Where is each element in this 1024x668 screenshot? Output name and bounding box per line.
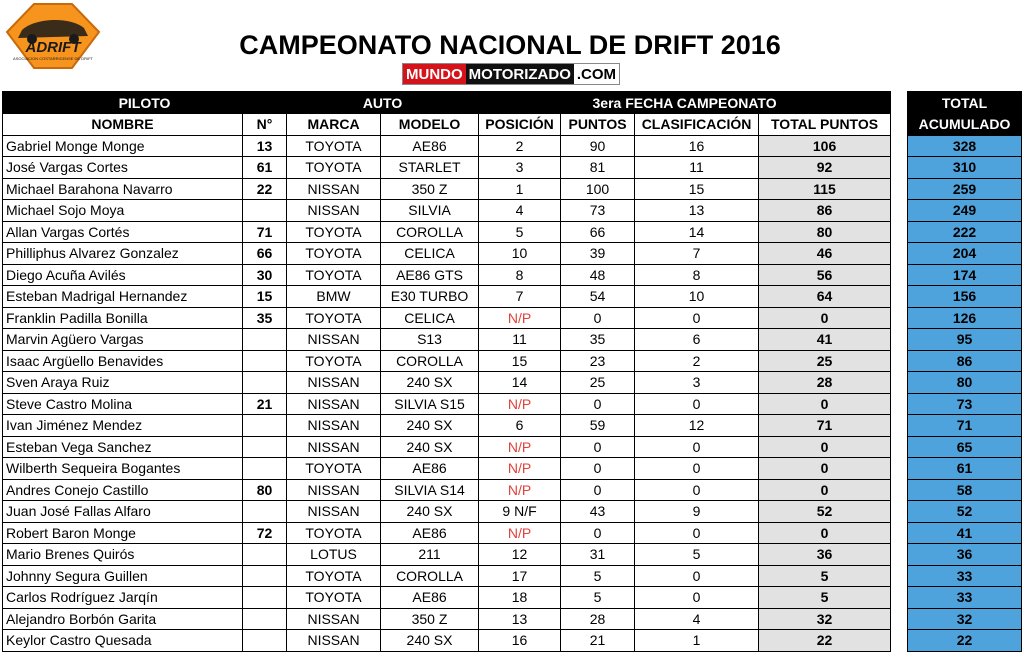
cell-puntos: 0 — [561, 522, 635, 544]
cell-total-puntos: 115 — [759, 178, 891, 200]
cell-modelo: 350 Z — [381, 178, 479, 200]
group-header-row — [3, 92, 891, 114]
table-row — [3, 157, 891, 179]
table-row — [3, 221, 891, 243]
page-title: CAMPEONATO NACIONAL DE DRIFT 2016 — [239, 30, 781, 60]
cell-nombre: Allan Vargas Cortés — [3, 221, 243, 243]
cell-acumulado: 95 — [908, 329, 1022, 351]
cell-puntos: 0 — [561, 479, 635, 501]
group-fecha: 3era FECHA CAMPEONATO — [479, 92, 891, 114]
cell-numero — [243, 350, 287, 372]
cell-puntos: 0 — [561, 307, 635, 329]
cell-puntos: 100 — [561, 178, 635, 200]
cell-nombre: Juan José Fallas Alfaro — [3, 501, 243, 523]
table-row — [3, 243, 891, 265]
cell-numero — [243, 372, 287, 394]
cell-numero: 30 — [243, 264, 287, 286]
total-row — [908, 135, 1022, 157]
cell-nombre: Isaac Argüello Benavides — [3, 350, 243, 372]
cell-modelo: 240 SX — [381, 436, 479, 458]
cell-total-puntos: 25 — [759, 350, 891, 372]
cell-acumulado: 22 — [908, 630, 1022, 652]
cell-marca: TOYOTA — [287, 587, 381, 609]
cell-puntos: 0 — [561, 458, 635, 480]
cell-numero — [243, 565, 287, 587]
cell-total-puntos: 0 — [759, 393, 891, 415]
cell-posicion: N/P — [479, 307, 561, 329]
cell-posicion: 1 — [479, 178, 561, 200]
cell-numero — [243, 458, 287, 480]
total-row — [908, 350, 1022, 372]
cell-marca: TOYOTA — [287, 350, 381, 372]
cell-marca: TOYOTA — [287, 307, 381, 329]
adrift-logo-graphic — [4, 2, 102, 72]
table-row — [3, 178, 891, 200]
cell-posicion: 18 — [479, 587, 561, 609]
col-numero: N° — [243, 114, 287, 136]
cell-posicion: 9 N/F — [479, 501, 561, 523]
cell-acumulado: 65 — [908, 436, 1022, 458]
cell-clasificacion: 3 — [635, 372, 759, 394]
total-group-row — [908, 92, 1022, 114]
cell-marca: NISSAN — [287, 630, 381, 652]
table-row — [3, 415, 891, 437]
cell-clasificacion: 15 — [635, 178, 759, 200]
cell-total-puntos: 0 — [759, 307, 891, 329]
cell-total-puntos: 36 — [759, 544, 891, 566]
cell-puntos: 39 — [561, 243, 635, 265]
cell-clasificacion: 0 — [635, 522, 759, 544]
cell-modelo: AE86 — [381, 135, 479, 157]
cell-total-puntos: 56 — [759, 264, 891, 286]
cell-posicion: 17 — [479, 565, 561, 587]
cell-clasificacion: 6 — [635, 329, 759, 351]
total-row — [908, 221, 1022, 243]
table-row — [3, 135, 891, 157]
cell-clasificacion: 0 — [635, 307, 759, 329]
cell-posicion: 11 — [479, 329, 561, 351]
cell-nombre: Esteban Vega Sanchez — [3, 436, 243, 458]
total-body — [908, 135, 1022, 651]
cell-marca: NISSAN — [287, 393, 381, 415]
cell-marca: NISSAN — [287, 372, 381, 394]
total-row — [908, 307, 1022, 329]
column-header-row — [3, 114, 891, 136]
cell-posicion: N/P — [479, 436, 561, 458]
cell-marca: NISSAN — [287, 200, 381, 222]
total-row — [908, 458, 1022, 480]
cell-numero: 71 — [243, 221, 287, 243]
table-row — [3, 630, 891, 652]
table-row — [3, 479, 891, 501]
cell-puntos: 21 — [561, 630, 635, 652]
table-row — [3, 608, 891, 630]
cell-total-puntos: 0 — [759, 522, 891, 544]
table-row — [3, 501, 891, 523]
cell-numero — [243, 329, 287, 351]
cell-acumulado: 249 — [908, 200, 1022, 222]
cell-acumulado: 222 — [908, 221, 1022, 243]
cell-total-puntos: 22 — [759, 630, 891, 652]
col-posicion: POSICIÓN — [479, 114, 561, 136]
cell-modelo: 211 — [381, 544, 479, 566]
cell-total-puntos: 32 — [759, 608, 891, 630]
cell-nombre: Ivan Jiménez Mendez — [3, 415, 243, 437]
cell-total-puntos: 0 — [759, 479, 891, 501]
cell-nombre: Wilberth Sequeira Bogantes — [3, 458, 243, 480]
total-row — [908, 587, 1022, 609]
cell-posicion: 3 — [479, 157, 561, 179]
cell-modelo: SILVIA S15 — [381, 393, 479, 415]
cell-posicion: 5 — [479, 221, 561, 243]
table-row — [3, 264, 891, 286]
cell-numero: 21 — [243, 393, 287, 415]
cell-posicion: 7 — [479, 286, 561, 308]
cell-nombre: Sven Araya Ruiz — [3, 372, 243, 394]
cell-acumulado: 33 — [908, 565, 1022, 587]
total-row — [908, 264, 1022, 286]
table-row — [3, 307, 891, 329]
total-row — [908, 544, 1022, 566]
cell-acumulado: 58 — [908, 479, 1022, 501]
cell-acumulado: 52 — [908, 501, 1022, 523]
cell-acumulado: 36 — [908, 544, 1022, 566]
cell-puntos: 73 — [561, 200, 635, 222]
cell-modelo: CELICA — [381, 243, 479, 265]
cell-clasificacion: 0 — [635, 393, 759, 415]
cell-numero — [243, 436, 287, 458]
cell-posicion: 6 — [479, 415, 561, 437]
cell-nombre: Diego Acuña Avilés — [3, 264, 243, 286]
cell-total-puntos: 41 — [759, 329, 891, 351]
cell-numero: 61 — [243, 157, 287, 179]
cell-numero: 35 — [243, 307, 287, 329]
table-row — [3, 544, 891, 566]
col-marca: MARCA — [287, 114, 381, 136]
cell-total-puntos: 0 — [759, 436, 891, 458]
table-row — [3, 522, 891, 544]
cell-numero — [243, 415, 287, 437]
cell-marca: NISSAN — [287, 178, 381, 200]
cell-modelo: 240 SX — [381, 372, 479, 394]
cell-acumulado: 73 — [908, 393, 1022, 415]
cell-puntos: 81 — [561, 157, 635, 179]
cell-modelo: COROLLA — [381, 565, 479, 587]
cell-clasificacion: 11 — [635, 157, 759, 179]
brand-part-mundo: MUNDO — [403, 64, 466, 84]
cell-clasificacion: 9 — [635, 501, 759, 523]
cell-total-puntos: 71 — [759, 415, 891, 437]
cell-nombre: Gabriel Monge Monge — [3, 135, 243, 157]
cell-posicion: 8 — [479, 264, 561, 286]
cell-puntos: 5 — [561, 587, 635, 609]
cell-nombre: Alejandro Borbón Garita — [3, 608, 243, 630]
cell-nombre: Keylor Castro Quesada — [3, 630, 243, 652]
cell-clasificacion: 0 — [635, 436, 759, 458]
cell-modelo: SILVIA S14 — [381, 479, 479, 501]
svg-text:ADRIFT: ADRIFT — [25, 39, 81, 56]
cell-acumulado: 204 — [908, 243, 1022, 265]
cell-puntos: 5 — [561, 565, 635, 587]
cell-acumulado: 61 — [908, 458, 1022, 480]
table-row — [3, 565, 891, 587]
cell-total-puntos: 106 — [759, 135, 891, 157]
cell-marca: NISSAN — [287, 329, 381, 351]
total-row — [908, 630, 1022, 652]
cell-nombre: José Vargas Cortes — [3, 157, 243, 179]
cell-acumulado: 33 — [908, 587, 1022, 609]
cell-marca: TOYOTA — [287, 221, 381, 243]
cell-nombre: Marvin Agüero Vargas — [3, 329, 243, 351]
cell-nombre: Steve Castro Molina — [3, 393, 243, 415]
total-row — [908, 479, 1022, 501]
group-piloto: PILOTO — [3, 92, 287, 114]
total-acumulado-table — [907, 91, 1022, 652]
cell-numero: 72 — [243, 522, 287, 544]
cell-nombre: Michael Sojo Moya — [3, 200, 243, 222]
cell-nombre: Esteban Madrigal Hernandez — [3, 286, 243, 308]
cell-posicion: 10 — [479, 243, 561, 265]
table-row — [3, 436, 891, 458]
mundo-motorizado-brand — [402, 63, 620, 85]
cell-acumulado: 71 — [908, 415, 1022, 437]
cell-acumulado: 174 — [908, 264, 1022, 286]
cell-numero: 15 — [243, 286, 287, 308]
cell-numero — [243, 501, 287, 523]
cell-clasificacion: 1 — [635, 630, 759, 652]
total-row — [908, 393, 1022, 415]
cell-clasificacion: 0 — [635, 479, 759, 501]
cell-marca: TOYOTA — [287, 264, 381, 286]
cell-puntos: 59 — [561, 415, 635, 437]
cell-numero — [243, 544, 287, 566]
cell-clasificacion: 5 — [635, 544, 759, 566]
cell-marca: TOYOTA — [287, 458, 381, 480]
cell-puntos: 25 — [561, 372, 635, 394]
table-row — [3, 458, 891, 480]
cell-modelo: AE86 GTS — [381, 264, 479, 286]
cell-total-puntos: 86 — [759, 200, 891, 222]
cell-numero — [243, 608, 287, 630]
cell-puntos: 31 — [561, 544, 635, 566]
cell-modelo: STARLET — [381, 157, 479, 179]
cell-clasificacion: 0 — [635, 565, 759, 587]
cell-puntos: 48 — [561, 264, 635, 286]
cell-puntos: 0 — [561, 393, 635, 415]
total-column-row — [908, 114, 1022, 136]
cell-acumulado: 80 — [908, 372, 1022, 394]
brand-part-motorizado: MOTORIZADO — [466, 64, 574, 84]
cell-nombre: Johnny Segura Guillen — [3, 565, 243, 587]
col-clasificacion: CLASIFICACIÓN — [635, 114, 759, 136]
cell-clasificacion: 16 — [635, 135, 759, 157]
cell-marca: NISSAN — [287, 436, 381, 458]
total-row — [908, 608, 1022, 630]
cell-acumulado: 126 — [908, 307, 1022, 329]
cell-clasificacion: 2 — [635, 350, 759, 372]
total-row — [908, 243, 1022, 265]
cell-posicion: N/P — [479, 479, 561, 501]
total-row — [908, 436, 1022, 458]
cell-total-puntos: 46 — [759, 243, 891, 265]
cell-puntos: 23 — [561, 350, 635, 372]
col-total-puntos: TOTAL PUNTOS — [759, 114, 891, 136]
cell-acumulado: 156 — [908, 286, 1022, 308]
cell-modelo: CELICA — [381, 307, 479, 329]
cell-modelo: COROLLA — [381, 221, 479, 243]
cell-clasificacion: 0 — [635, 587, 759, 609]
cell-nombre: Michael Barahona Navarro — [3, 178, 243, 200]
total-row — [908, 329, 1022, 351]
table-row — [3, 372, 891, 394]
total-header-bottom: ACUMULADO — [908, 114, 1022, 136]
cell-nombre: Andres Conejo Castillo — [3, 479, 243, 501]
cell-marca: TOYOTA — [287, 565, 381, 587]
cell-posicion: N/P — [479, 522, 561, 544]
svg-text:ASOCIACION COSTARRICENSE DE DR: ASOCIACION COSTARRICENSE DE DRIFT — [13, 56, 93, 61]
cell-numero — [243, 200, 287, 222]
col-modelo: MODELO — [381, 114, 479, 136]
cell-modelo: SILVIA — [381, 200, 479, 222]
cell-posicion: 15 — [479, 350, 561, 372]
total-row — [908, 178, 1022, 200]
cell-acumulado: 310 — [908, 157, 1022, 179]
cell-modelo: E30 TURBO — [381, 286, 479, 308]
cell-total-puntos: 80 — [759, 221, 891, 243]
cell-modelo: AE86 — [381, 587, 479, 609]
table-row — [3, 200, 891, 222]
col-nombre: NOMBRE — [3, 114, 243, 136]
cell-total-puntos: 92 — [759, 157, 891, 179]
cell-modelo: AE86 — [381, 522, 479, 544]
group-auto: AUTO — [287, 92, 479, 114]
cell-posicion: 13 — [479, 608, 561, 630]
cell-puntos: 28 — [561, 608, 635, 630]
cell-total-puntos: 64 — [759, 286, 891, 308]
cell-total-puntos: 52 — [759, 501, 891, 523]
cell-nombre: Carlos Rodríguez Jarqín — [3, 587, 243, 609]
cell-modelo: 240 SX — [381, 630, 479, 652]
cell-marca: TOYOTA — [287, 522, 381, 544]
cell-nombre: Mario Brenes Quirós — [3, 544, 243, 566]
cell-puntos: 43 — [561, 501, 635, 523]
cell-acumulado: 328 — [908, 135, 1022, 157]
cell-numero: 80 — [243, 479, 287, 501]
cell-modelo: COROLLA — [381, 350, 479, 372]
cell-modelo: 240 SX — [381, 501, 479, 523]
table-row — [3, 286, 891, 308]
total-row — [908, 157, 1022, 179]
col-puntos: PUNTOS — [561, 114, 635, 136]
cell-nombre: Philliphus Alvarez Gonzalez — [3, 243, 243, 265]
cell-clasificacion: 10 — [635, 286, 759, 308]
cell-numero: 13 — [243, 135, 287, 157]
cell-marca: NISSAN — [287, 415, 381, 437]
cell-marca: TOYOTA — [287, 243, 381, 265]
total-row — [908, 565, 1022, 587]
cell-acumulado: 41 — [908, 522, 1022, 544]
table-row — [3, 350, 891, 372]
cell-clasificacion: 8 — [635, 264, 759, 286]
total-row — [908, 522, 1022, 544]
cell-total-puntos: 5 — [759, 587, 891, 609]
total-row — [908, 501, 1022, 523]
cell-nombre: Franklin Padilla Bonilla — [3, 307, 243, 329]
cell-posicion: 4 — [479, 200, 561, 222]
cell-marca: TOYOTA — [287, 135, 381, 157]
cell-marca: BMW — [287, 286, 381, 308]
cell-clasificacion: 12 — [635, 415, 759, 437]
cell-posicion: 14 — [479, 372, 561, 394]
cell-posicion: 12 — [479, 544, 561, 566]
cell-marca: NISSAN — [287, 608, 381, 630]
cell-clasificacion: 13 — [635, 200, 759, 222]
cell-numero — [243, 587, 287, 609]
cell-acumulado: 259 — [908, 178, 1022, 200]
cell-modelo: 240 SX — [381, 415, 479, 437]
cell-modelo: S13 — [381, 329, 479, 351]
cell-acumulado: 32 — [908, 608, 1022, 630]
cell-clasificacion: 0 — [635, 458, 759, 480]
total-row — [908, 200, 1022, 222]
brand-part-com: .COM — [574, 64, 619, 84]
cell-posicion: 2 — [479, 135, 561, 157]
cell-modelo: 350 Z — [381, 608, 479, 630]
total-header-top: TOTAL — [908, 92, 1022, 114]
cell-puntos: 54 — [561, 286, 635, 308]
table-row — [3, 329, 891, 351]
cell-clasificacion: 4 — [635, 608, 759, 630]
cell-puntos: 0 — [561, 436, 635, 458]
cell-modelo: AE86 — [381, 458, 479, 480]
total-row — [908, 286, 1022, 308]
cell-marca: NISSAN — [287, 479, 381, 501]
table-row — [3, 393, 891, 415]
cell-marca: LOTUS — [287, 544, 381, 566]
cell-posicion: N/P — [479, 458, 561, 480]
cell-posicion: N/P — [479, 393, 561, 415]
cell-numero: 66 — [243, 243, 287, 265]
cell-numero: 22 — [243, 178, 287, 200]
cell-puntos: 35 — [561, 329, 635, 351]
total-row — [908, 415, 1022, 437]
cell-clasificacion: 14 — [635, 221, 759, 243]
results-table — [2, 91, 891, 652]
cell-nombre: Robert Baron Monge — [3, 522, 243, 544]
cell-marca: NISSAN — [287, 501, 381, 523]
cell-marca: TOYOTA — [287, 157, 381, 179]
total-row — [908, 372, 1022, 394]
table-row — [3, 587, 891, 609]
cell-puntos: 66 — [561, 221, 635, 243]
results-body — [3, 135, 891, 651]
cell-total-puntos: 28 — [759, 372, 891, 394]
cell-acumulado: 86 — [908, 350, 1022, 372]
cell-puntos: 90 — [561, 135, 635, 157]
adrift-logo — [4, 2, 102, 72]
cell-clasificacion: 7 — [635, 243, 759, 265]
cell-total-puntos: 0 — [759, 458, 891, 480]
cell-posicion: 16 — [479, 630, 561, 652]
cell-numero — [243, 630, 287, 652]
cell-total-puntos: 5 — [759, 565, 891, 587]
